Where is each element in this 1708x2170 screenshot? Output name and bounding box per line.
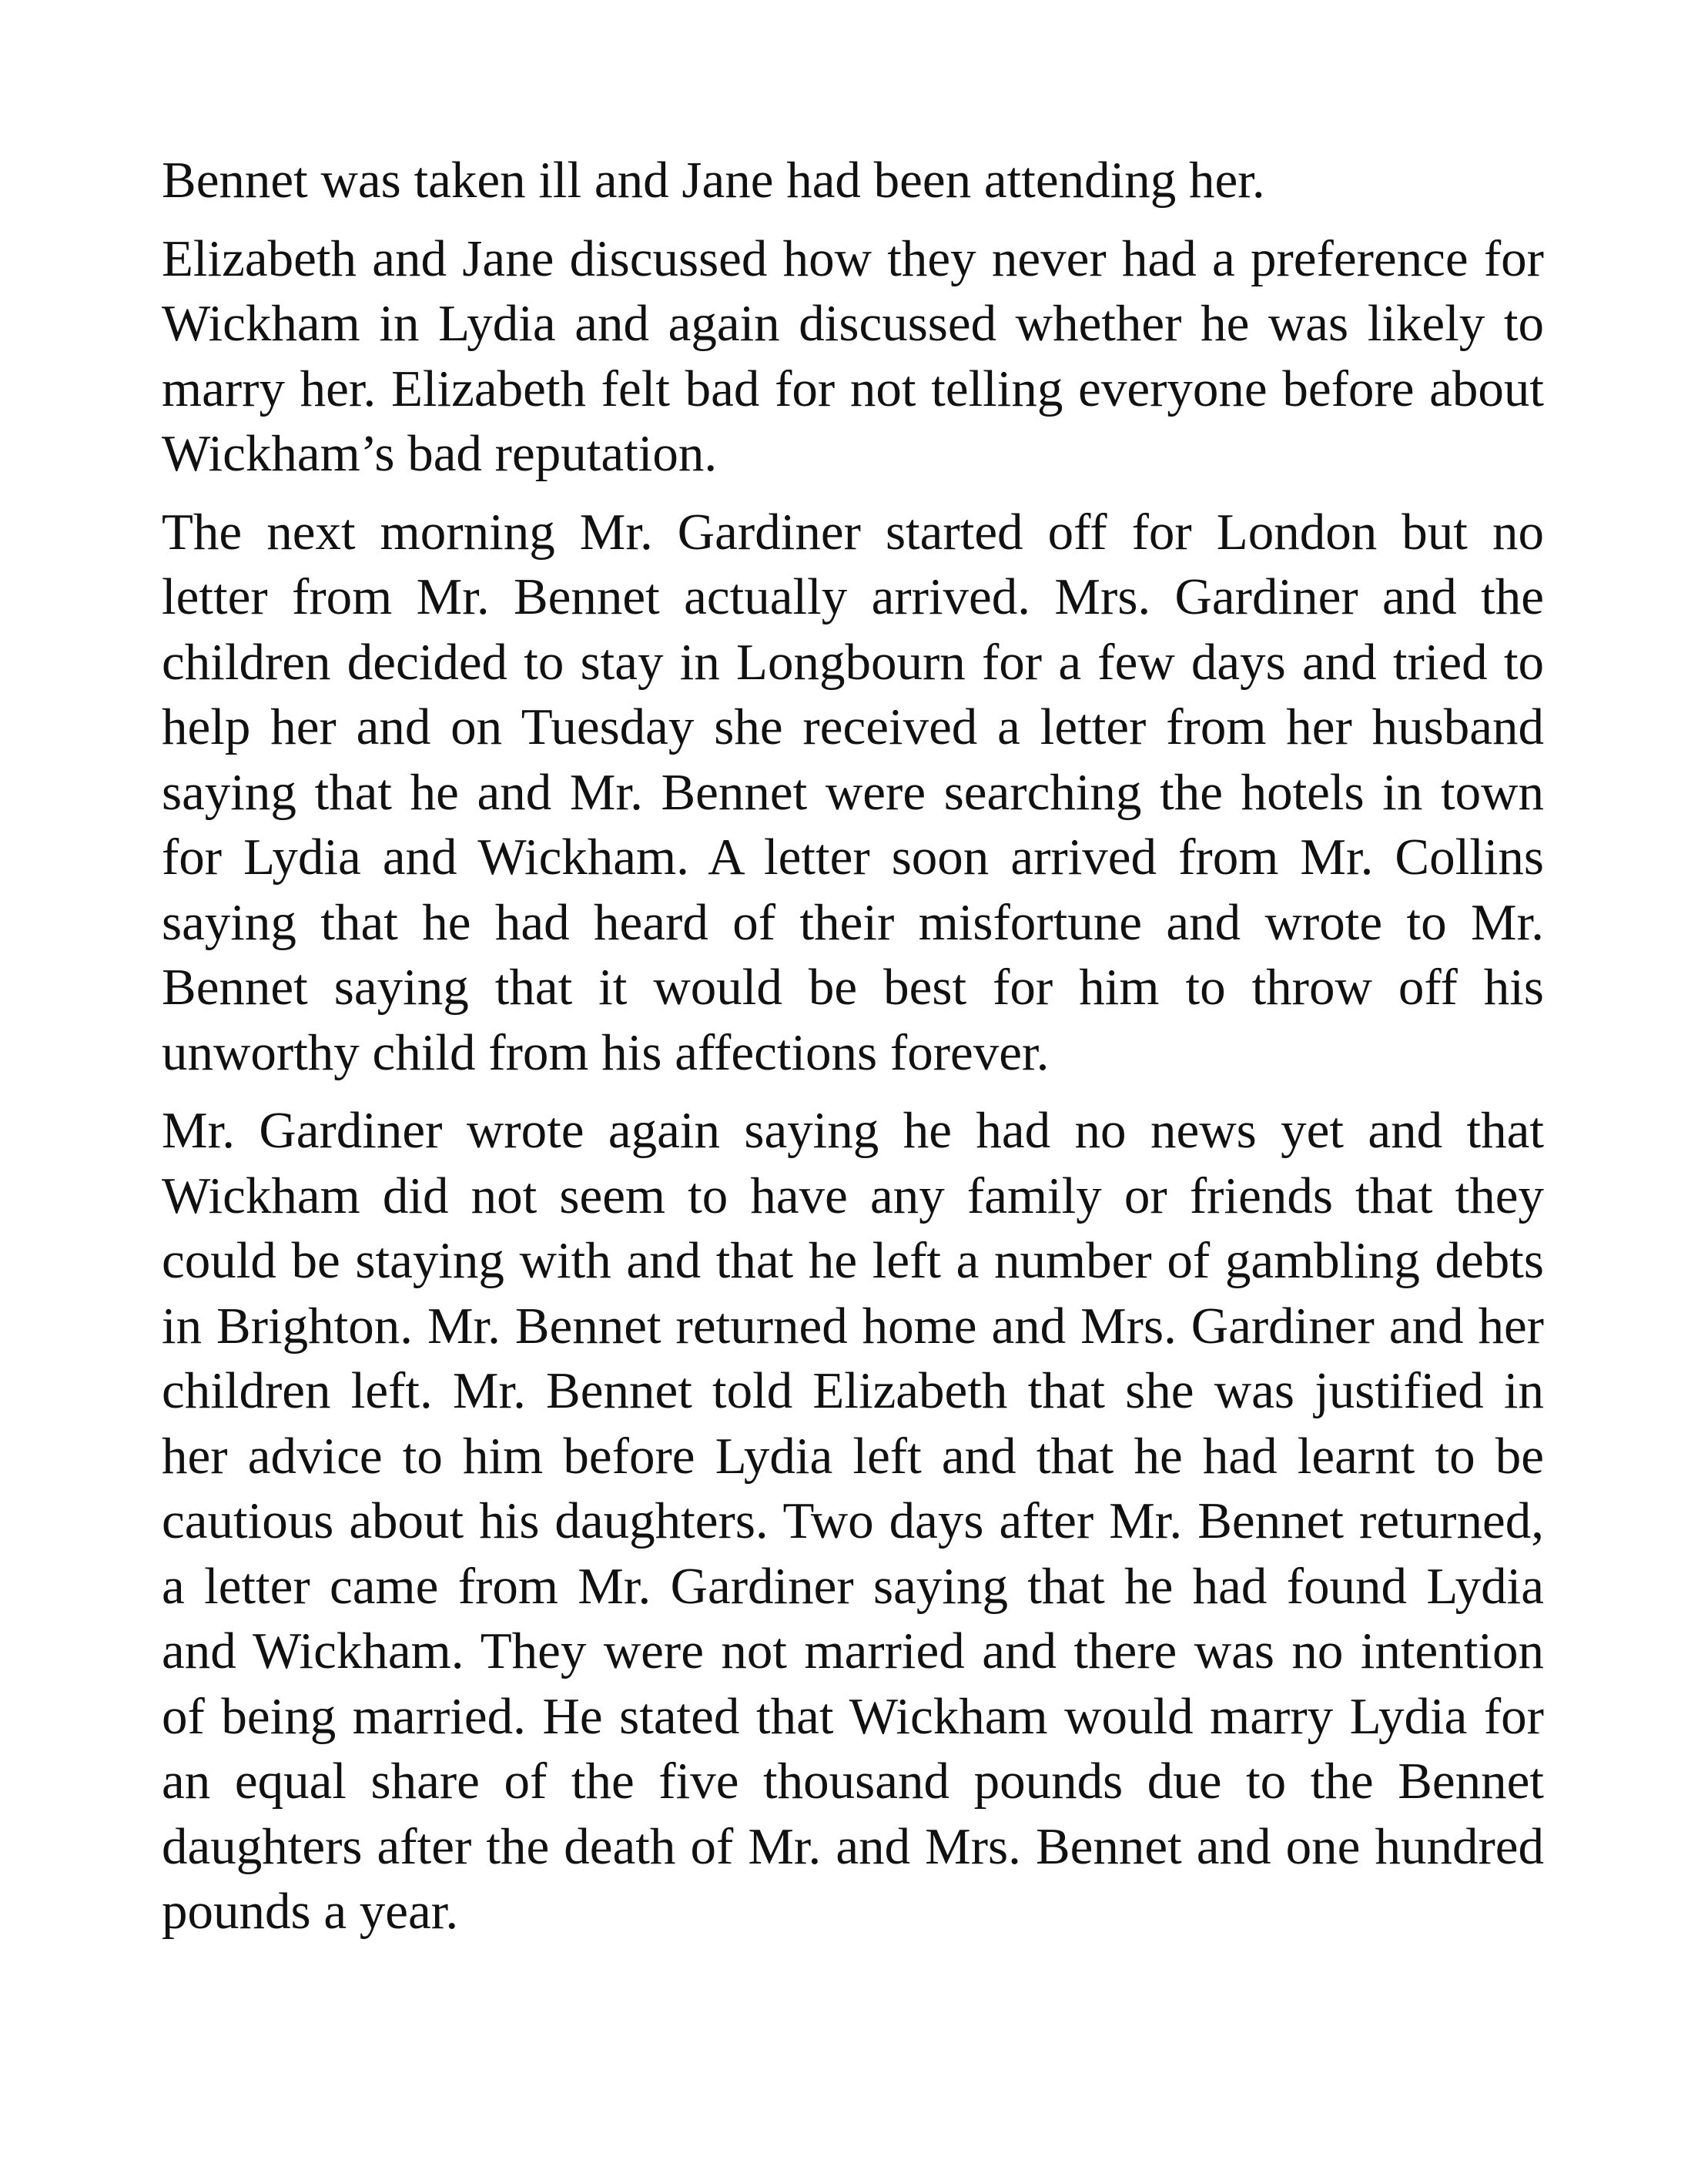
paragraph-4: Mr. Gardiner wrote again saying he had no news yet and that Wickham did not seem to have any family or friends that they could be staying with and that he left a number of gambling debts in Brighton. Mr. Bennet returned home and Mrs. Gardiner and her children left. Mr. Bennet told Elizabeth that she was justified in her advice to him before Lydia left and that he had learnt to be cautious about his daughters. Two days after Mr. Bennet returned, a letter came from Mr. Gardiner saying that he had found Lydia and Wickham. They were not married and there was no intention of being married. He stated that Wickham would marry Lydia for an equal share of the five thousand pounds due to the Bennet daughters after the death of Mr. and Mrs. Bennet and one hundred pounds a year. xyxy=(162,1102,1544,1940)
paragraph-2: Elizabeth and Jane discussed how they never had a preference for Wickham in Lydia and again discussed whether he was likely to marry her. Elizabeth felt bad for not telling everyone before about Wickham’s bad reputation. xyxy=(162,229,1544,482)
paragraph-3: The next morning Mr. Gardiner started off for London but no letter from Mr. Bennet actually arrived. Mrs. Gardiner and the children decided to stay in Longbourn for a few days and tried to help her and on Tuesday she received a letter from her husband saying that he and Mr. Bennet were searching the hotels in town for Lydia and Wickham. A letter soon arrived from Mr. Collins saying that he had heard of their misfortune and wrote to Mr. Bennet saying that it would be best for him to throw off his unworthy child from his affections forever. xyxy=(162,503,1544,1081)
body-text xyxy=(162,148,1544,1957)
paragraph-1: Bennet was taken ill and Jane had been attending her. xyxy=(162,152,1265,209)
